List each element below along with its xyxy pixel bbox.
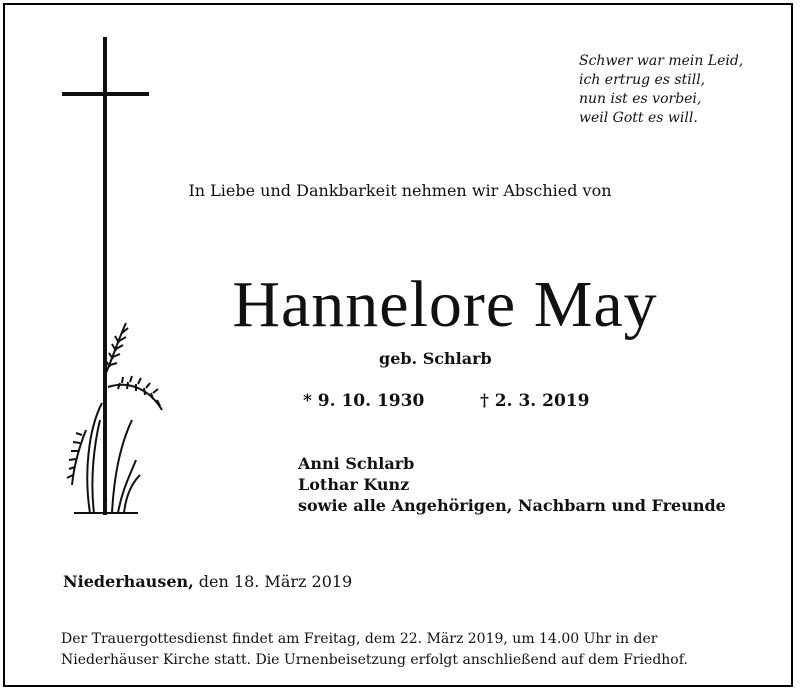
- date: den 18. März 2019: [198, 572, 353, 591]
- poem: [579, 52, 789, 128]
- mourner: Lothar Kunz: [298, 475, 410, 494]
- maiden-name: geb. Schlarb: [379, 349, 492, 368]
- poem-line: Schwer war mein Leid,: [579, 53, 744, 69]
- birth-date: * 9. 10. 1930: [303, 391, 425, 411]
- farewell-intro: In Liebe und Dankbarkeit nehmen wir Abschied von: [188, 181, 612, 200]
- mourner: Anni Schlarb: [298, 454, 415, 473]
- wheat-icon: [67, 323, 162, 513]
- death-date: † 2. 3. 2019: [480, 391, 590, 411]
- mourner: sowie alle Angehörigen, Nachbarn und Freunde: [298, 496, 726, 515]
- mourners-list: [298, 453, 726, 516]
- service-line: Niederhäuser Kirche statt. Die Urnenbeisetzung erfolgt anschließend auf dem Friedhof.: [61, 652, 688, 668]
- service-info: [61, 629, 747, 671]
- service-line: Der Trauergottesdienst findet am Freitag, dem 22. März 2019, um 14.00 Uhr in der: [61, 631, 658, 647]
- place: Niederhausen,: [63, 572, 194, 591]
- obituary-notice: [3, 3, 793, 687]
- poem-line: nun ist es vorbei,: [579, 91, 702, 107]
- poem-line: ich ertrug es still,: [579, 72, 706, 88]
- poem-line: weil Gott es will.: [579, 110, 698, 126]
- place-date-line: [63, 572, 352, 591]
- deceased-name: Hannelore May: [232, 268, 658, 341]
